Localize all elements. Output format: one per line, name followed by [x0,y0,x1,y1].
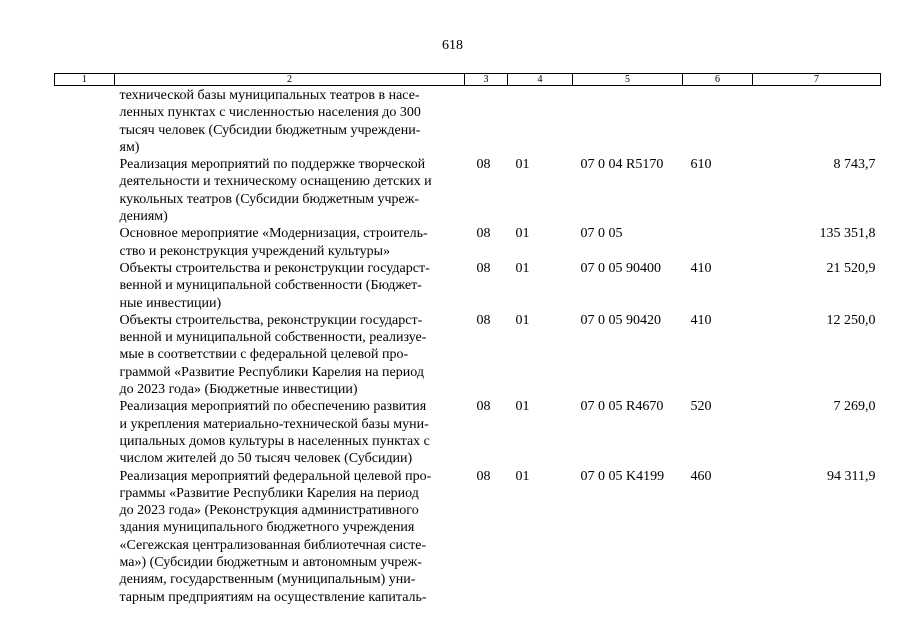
row-name-cell [115,312,465,398]
row-name-line: ма») (Субсидии бюджетным и автономным учреж- [119,555,422,571]
row-name-line: Реализация мероприятий по обеспечению развития [119,399,427,415]
row-name-line: деятельности и техническому оснащению детских и [119,174,432,190]
row-name-line: и укрепления материально-технической базы муни- [119,416,429,432]
row-name-cell [115,225,465,260]
row-name-line: венной и муниципальной собственности (Бюджет- [119,278,422,294]
table-row [55,398,881,467]
expense-type-cell: 460 [690,468,712,484]
row-number-cell [55,398,115,467]
header-col-5: 5 [573,74,683,86]
subsection-cell [508,86,573,157]
expense-type-cell: 520 [690,399,712,415]
header-col-4: 4 [508,74,573,86]
row-name-line: дениям, государственным (муниципальным) уни- [119,572,416,588]
row-number-cell [55,225,115,260]
subsection-cell: 01 [515,312,530,328]
row-name-line: ство и реконструкция учреждений культуры» [119,243,391,259]
target-code-cell [573,86,683,157]
row-name-line: граммой «Развитие Республики Карелия на период [119,364,424,380]
subsection-cell: 01 [515,226,530,242]
section-cell: 08 [476,399,491,415]
row-name-line: «Сегежская централизованная библиотечная систе- [119,537,427,553]
section-cell: 08 [476,226,491,242]
row-name-cell [115,86,465,157]
subsection-cell: 01 [515,157,530,173]
row-name-line: технической базы муниципальных театров в насе- [119,88,420,103]
header-col-6: 6 [683,74,753,86]
row-name-line: Основное мероприятие «Модернизация, строитель- [119,226,428,242]
table-row [55,260,881,312]
row-name-line: до 2023 года» (Бюджетные инвестиции) [119,382,358,398]
expense-type-cell [683,225,753,260]
row-name-line: здания муниципального бюджетного учреждения [119,520,415,536]
header-col-7: 7 [753,74,881,86]
table-row [55,225,881,260]
row-name-line: Объекты строительства, реконструкции государст- [119,312,423,328]
row-number-cell [55,260,115,312]
target-code-cell: 07 0 05 90420 [580,312,661,328]
row-name-line: Реализация мероприятий по поддержке творческой [119,157,426,173]
row-number-cell [55,156,115,225]
header-col-3: 3 [465,74,508,86]
target-code-cell: 07 0 05 R4670 [580,399,664,415]
target-code-cell: 07 0 04 R5170 [580,157,664,173]
row-name-line: Объекты строительства и реконструкции государст- [119,260,430,276]
section-cell: 08 [476,312,491,328]
subsection-cell: 01 [515,399,530,415]
row-name-cell [115,468,465,606]
subsection-cell: 01 [515,260,530,276]
amount-cell: 12 250,0 [826,312,876,328]
page-number: 618 [442,38,463,53]
section-cell: 08 [476,468,491,484]
table-row [55,156,881,225]
row-name-line: до 2023 года» (Реконструкция административного [119,503,419,519]
row-number-cell [55,86,115,157]
row-number-cell [55,312,115,398]
amount-cell [753,86,881,157]
section-cell [465,86,508,157]
row-name-line: граммы «Развитие Республики Карелия на период [119,485,419,501]
target-code-cell: 07 0 05 90400 [580,260,661,276]
amount-cell: 21 520,9 [826,260,876,276]
table-row [55,468,881,606]
row-name-line: ям) [119,139,140,155]
row-name-line: ные инвестиции) [119,295,222,311]
row-number-cell [55,468,115,606]
row-name-line: тысяч человек (Субсидии бюджетным учреждени- [119,122,421,138]
row-name-cell [115,156,465,225]
expense-type-cell: 410 [690,260,712,276]
section-cell: 08 [476,157,491,173]
section-cell: 08 [476,260,491,276]
subsection-cell: 01 [515,468,530,484]
expense-type-cell [683,86,753,157]
table-row [55,86,881,157]
row-name-cell [115,398,465,467]
row-name-cell [115,260,465,312]
amount-cell: 135 351,8 [819,226,876,242]
amount-cell: 7 269,0 [833,399,876,415]
amount-cell: 8 743,7 [833,157,876,173]
row-name-line: мые в соответствии с федеральной целевой про- [119,347,409,363]
row-name-line: тарным предприятиям на осуществление капиталь- [119,589,427,605]
header-col-1: 1 [55,74,115,86]
row-name-line: числом жителей до 50 тысяч человек (Субсидии) [119,451,413,467]
target-code-cell: 07 0 05 [580,226,623,242]
header-row [55,74,881,86]
expense-type-cell: 410 [690,312,712,328]
table-body [55,86,881,606]
table-header [55,74,881,86]
budget-table [54,73,881,606]
row-name-line: дениям) [119,209,168,225]
amount-cell: 94 311,9 [827,468,876,484]
row-name-line: венной и муниципальной собственности, реализуе- [119,330,427,346]
row-name-line: Реализация мероприятий федеральной целевой про- [119,468,432,484]
row-name-line: ципальных домов культуры в населенных пунктах с [119,433,430,449]
header-col-2: 2 [115,74,465,86]
table-row [55,312,881,398]
expense-type-cell: 610 [690,157,712,173]
row-name-line: ленных пунктах с численностью населения до 300 [119,105,421,121]
target-code-cell: 07 0 05 K4199 [580,468,665,484]
row-name-line: кукольных театров (Субсидии бюджетным учреж- [119,191,420,207]
